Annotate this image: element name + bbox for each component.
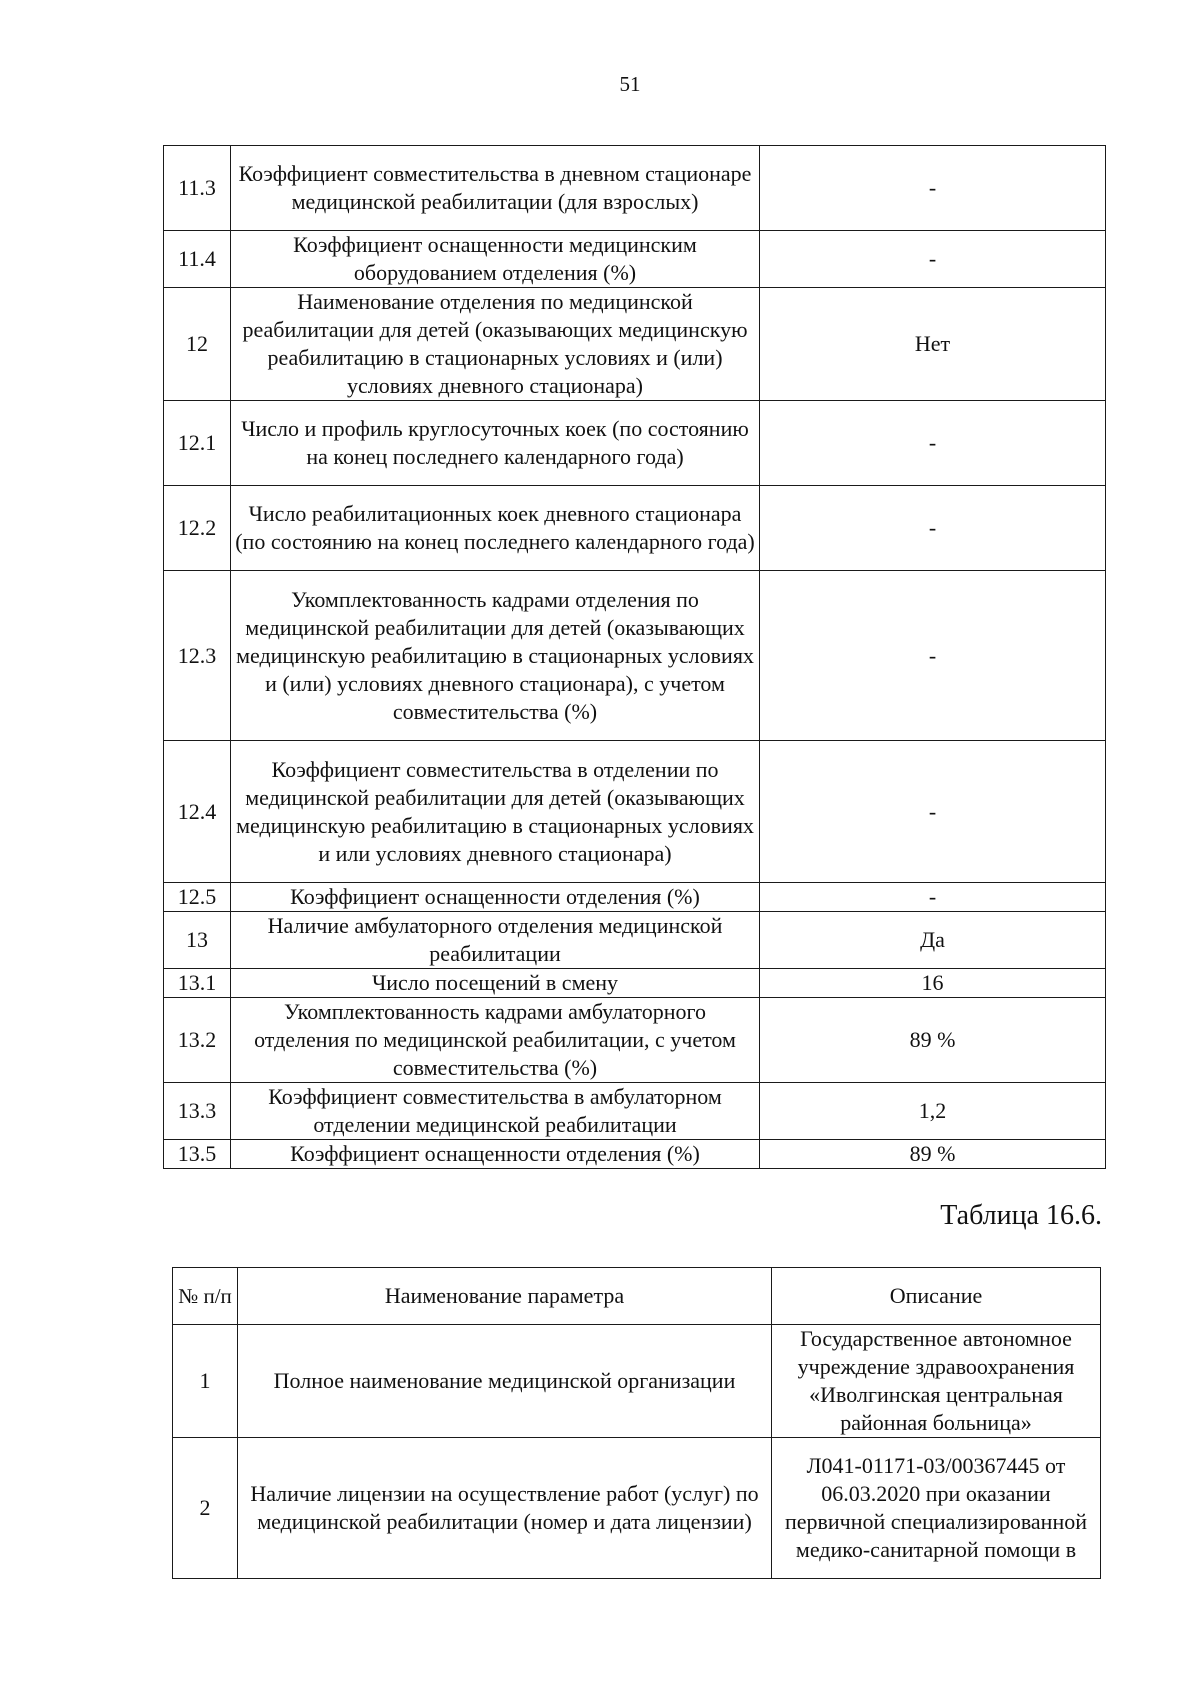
table-row [164, 486, 1106, 571]
parameter-name: Полное наименование медицинской организации [238, 1325, 772, 1438]
parameter-value: - [760, 146, 1106, 231]
parameter-value: - [760, 401, 1106, 486]
parameter-value: 89 % [760, 1140, 1106, 1169]
parameter-name: Коэффициент совместительства в дневном стационаре медицинской реабилитации (для взрослых) [231, 146, 760, 231]
row-number: 11.3 [164, 146, 231, 231]
parameter-value: - [760, 883, 1106, 912]
parameter-name: Наименование отделения по медицинской реабилитации для детей (оказывающих медицинскую реабилитацию в стационарных условиях и (или) условиях дневного стационара) [231, 288, 760, 401]
parameter-name: Коэффициент оснащенности медицинским оборудованием отделения (%) [231, 231, 760, 288]
parameter-value: - [760, 231, 1106, 288]
parameter-name: Коэффициент оснащенности отделения (%) [231, 883, 760, 912]
column-header-description: Описание [772, 1268, 1101, 1325]
parameter-name: Коэффициент совместительства в амбулаторном отделении медицинской реабилитации [231, 1083, 760, 1140]
table-row [164, 231, 1106, 288]
row-number: 12.2 [164, 486, 231, 571]
parameter-name: Наличие лицензии на осуществление работ (услуг) по медицинской реабилитации (номер и дата лицензии) [238, 1438, 772, 1579]
table-row [164, 571, 1106, 741]
table-row [164, 883, 1106, 912]
parameters-table [163, 145, 1106, 1169]
row-number: 12.3 [164, 571, 231, 741]
column-header-number: № п/п [173, 1268, 238, 1325]
organization-table [172, 1267, 1101, 1579]
table-row [164, 401, 1106, 486]
table-row [173, 1438, 1101, 1579]
table-row [164, 146, 1106, 231]
parameter-name: Наличие амбулаторного отделения медицинской реабилитации [231, 912, 760, 969]
parameter-value: 16 [760, 969, 1106, 998]
table-row [164, 741, 1106, 883]
row-number: 12 [164, 288, 231, 401]
row-number: 11.4 [164, 231, 231, 288]
row-number: 13.1 [164, 969, 231, 998]
parameter-value: - [760, 571, 1106, 741]
row-number: 13 [164, 912, 231, 969]
table-row [164, 969, 1106, 998]
parameter-value: Нет [760, 288, 1106, 401]
parameter-value: - [760, 486, 1106, 571]
parameter-description: Л041-01171-03/00367445 от 06.03.2020 при оказании первичной специализированной медико-санитарной помощи в [772, 1438, 1101, 1579]
row-number: 1 [173, 1325, 238, 1438]
parameter-value: 89 % [760, 998, 1106, 1083]
table-row [173, 1325, 1101, 1438]
parameter-value: 1,2 [760, 1083, 1106, 1140]
parameter-description: Государственное автономное учреждение здравоохранения «Иволгинская центральная районная больница» [772, 1325, 1101, 1438]
table-row [164, 288, 1106, 401]
parameter-name: Коэффициент совместительства в отделении по медицинской реабилитации для детей (оказывающих медицинскую реабилитацию в стационарных условиях и или условиях дневного стационара) [231, 741, 760, 883]
parameter-name: Укомплектованность кадрами отделения по медицинской реабилитации для детей (оказывающих медицинскую реабилитацию в стационарных условиях и (или) условиях дневного стационара), с учетом совместительства (%) [231, 571, 760, 741]
row-number: 12.5 [164, 883, 231, 912]
row-number: 13.3 [164, 1083, 231, 1140]
row-number: 13.2 [164, 998, 231, 1083]
parameter-name: Укомплектованность кадрами амбулаторного отделения по медицинской реабилитации, с учетом совместительства (%) [231, 998, 760, 1083]
table-row [164, 1140, 1106, 1169]
parameter-name: Число посещений в смену [231, 969, 760, 998]
row-number: 12.1 [164, 401, 231, 486]
row-number: 2 [173, 1438, 238, 1579]
table-row [164, 912, 1106, 969]
parameter-name: Число и профиль круглосуточных коек (по состоянию на конец последнего календарного года) [231, 401, 760, 486]
page-number: 51 [619, 72, 641, 96]
parameter-name: Коэффициент оснащенности отделения (%) [231, 1140, 760, 1169]
table-caption: Таблица 16.6. [940, 1200, 1102, 1231]
parameter-value: Да [760, 912, 1106, 969]
column-header-parameter: Наименование параметра [238, 1268, 772, 1325]
parameter-name: Число реабилитационных коек дневного стационара (по состоянию на конец последнего календарного года) [231, 486, 760, 571]
parameter-value: - [760, 741, 1106, 883]
table-header-row [173, 1268, 1101, 1325]
row-number: 13.5 [164, 1140, 231, 1169]
row-number: 12.4 [164, 741, 231, 883]
table-row [164, 998, 1106, 1083]
table-row [164, 1083, 1106, 1140]
